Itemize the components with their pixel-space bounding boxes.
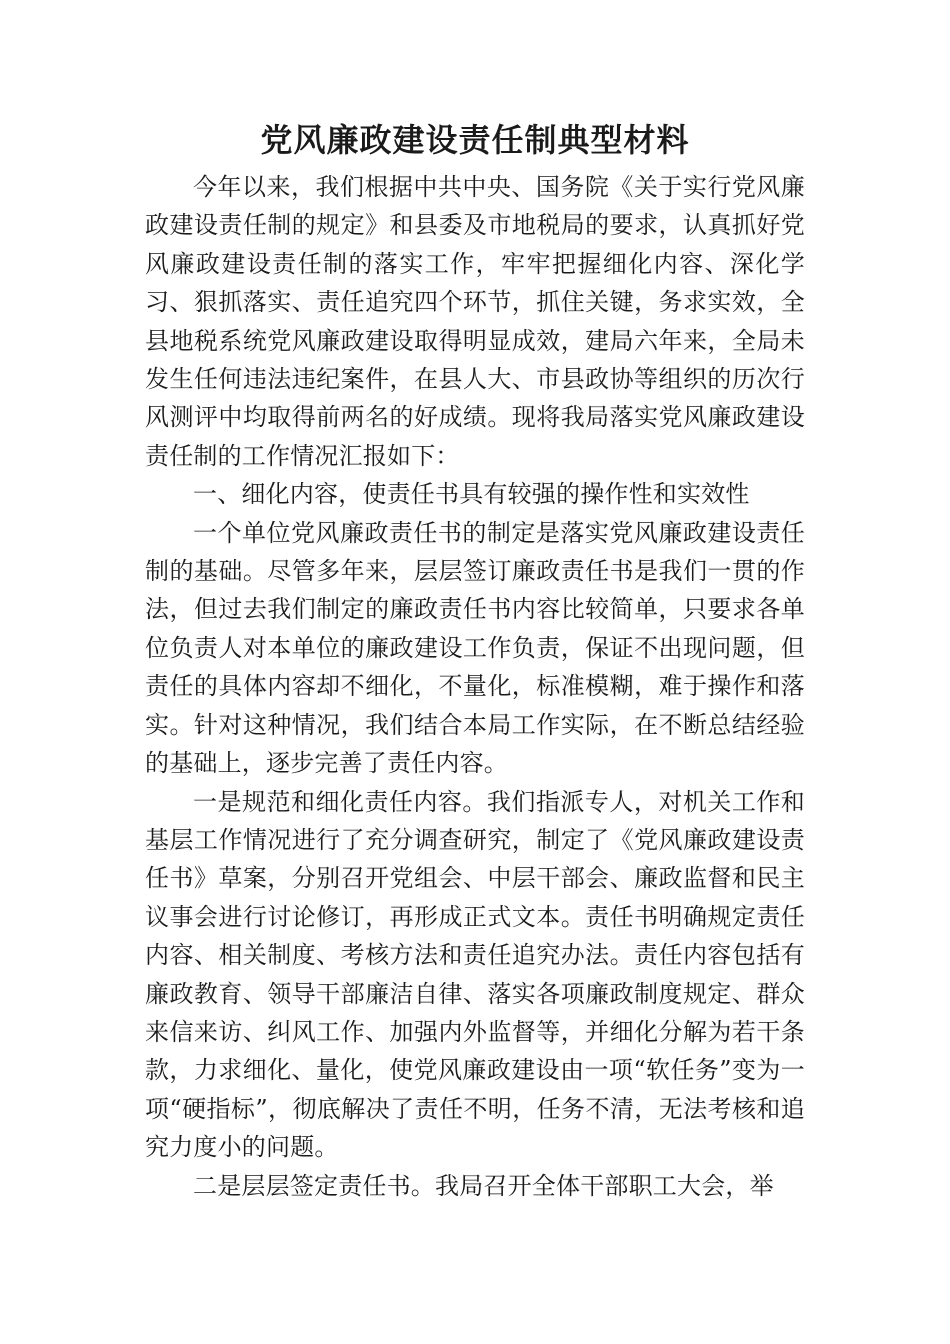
- paragraph-intro: 今年以来，我们根据中共中央、国务院《关于实行党风廉政建设责任制的规定》和县委及市地税局的要求，认真抓好党风廉政建设责任制的落实工作，牢牢把握细化内容、深化学习、狠抓落实、责任追究四个环节，抓住关键，务求实效，全县地税系统党风廉政建设取得明显成效，建局六年来，全局未发生任何违法违纪案件，在县人大、市县政协等组织的历次行风测评中均取得前两名的好成绩。现将我局落实党风廉政建设责任制的工作情况汇报如下：: [145, 173, 805, 470]
- document-body: [145, 168, 805, 1205]
- document-title: 党风廉政建设责任制典型材料: [260, 121, 690, 159]
- section-heading-1: 一、细化内容，使责任书具有较强的操作性和实效性: [193, 480, 750, 509]
- paragraph-section-1: 一个单位党风廉政责任书的制定是落实党风廉政建设责任制的基础。尽管多年来，层层签订廉政责任书是我们一贯的作法，但过去我们制定的廉政责任书内容比较简单，只要求各单位负责人对本单位的廉政建设工作负责，保证不出现问题，但责任的具体内容却不细化，不量化，标准模糊，难于操作和落实。针对这种情况，我们结合本局工作实际，在不断总结经验的基础上，逐步完善了责任内容。: [145, 518, 805, 778]
- paragraph-point-1: 一是规范和细化责任内容。我们指派专人，对机关工作和基层工作情况进行了充分调查研究，制定了《党风廉政建设责任书》草案，分别召开党组会、中层干部会、廉政监督和民主议事会进行讨论修订，再形成正式文本。责任书明确规定责任内容、相关制度、考核方法和责任追究办法。责任内容包括有廉政教育、领导干部廉洁自律、落实各项廉政制度规定、群众来信来访、纠风工作、加强内外监督等，并细化分解为若干条款，力求细化、量化，使党风廉政建设由一项“软任务”变为一项“硬指标”，彻底解决了责任不明，任务不清，无法考核和追究力度小的问题。: [145, 787, 805, 1162]
- paragraph-point-2: 二是层层签定责任书。我局召开全体干部职工大会，举: [193, 1171, 774, 1200]
